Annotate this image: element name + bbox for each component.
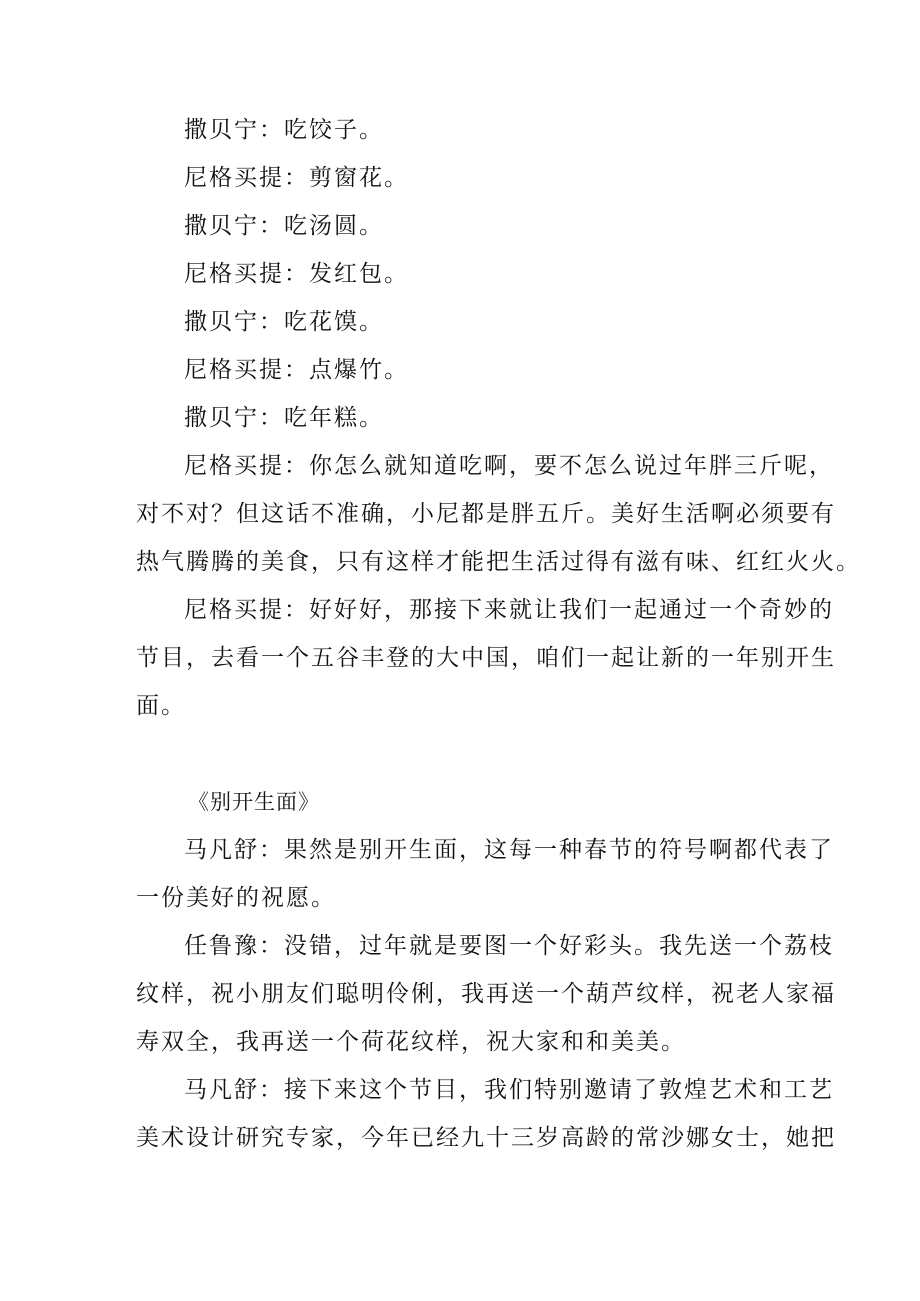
dialogue-line: 尼格买提：发红包。: [184, 261, 409, 287]
dialogue-line: 尼格买提：点爆竹。: [184, 357, 409, 383]
dialogue-line: 撒贝宁：吃花馍。: [184, 309, 384, 335]
dialogue-line: 撒贝宁：吃年糕。: [184, 405, 384, 431]
dialogue-line: 尼格买提：剪窗花。: [184, 165, 409, 191]
paragraph-line: 马凡舒：果然是别开生面，这每一种春节的符号啊都代表了: [184, 837, 834, 863]
paragraph-line: 纹样，祝小朋友们聪明伶俐，我再送一个葫芦纹样，祝老人家福: [136, 981, 836, 1007]
dialogue-line: 撒贝宁：吃汤圆。: [184, 213, 384, 239]
dialogue-line: 撒贝宁：吃饺子。: [184, 117, 384, 143]
paragraph-line: 面。: [136, 693, 186, 719]
paragraph-line: 尼格买提：好好好，那接下来就让我们一起通过一个奇妙的: [184, 597, 834, 623]
paragraph-line: 尼格买提：你怎么就知道吃啊，要不怎么说过年胖三斤呢，: [184, 453, 834, 479]
paragraph-line: 热气腾腾的美食，只有这样才能把生活过得有滋有味、红红火火。: [136, 549, 861, 575]
paragraph-line: 对不对？但这话不准确，小尼都是胖五斤。美好生活啊必须要有: [136, 501, 836, 527]
program-title: 《别开生面》: [188, 790, 320, 814]
paragraph-line: 任鲁豫：没错，过年就是要图一个好彩头。我先送一个荔枝: [184, 933, 834, 959]
paragraph-line: 节目，去看一个五谷丰登的大中国，咱们一起让新的一年别开生: [136, 645, 836, 671]
paragraph-line: 寿双全，我再送一个荷花纹样，祝大家和和美美。: [136, 1029, 686, 1055]
paragraph-line: 一份美好的祝愿。: [136, 885, 336, 911]
paragraph-line: 美术设计研究专家，今年已经九十三岁高龄的常沙娜女士，她把: [136, 1125, 836, 1151]
paragraph-line: 马凡舒：接下来这个节目，我们特别邀请了敦煌艺术和工艺: [184, 1077, 834, 1103]
